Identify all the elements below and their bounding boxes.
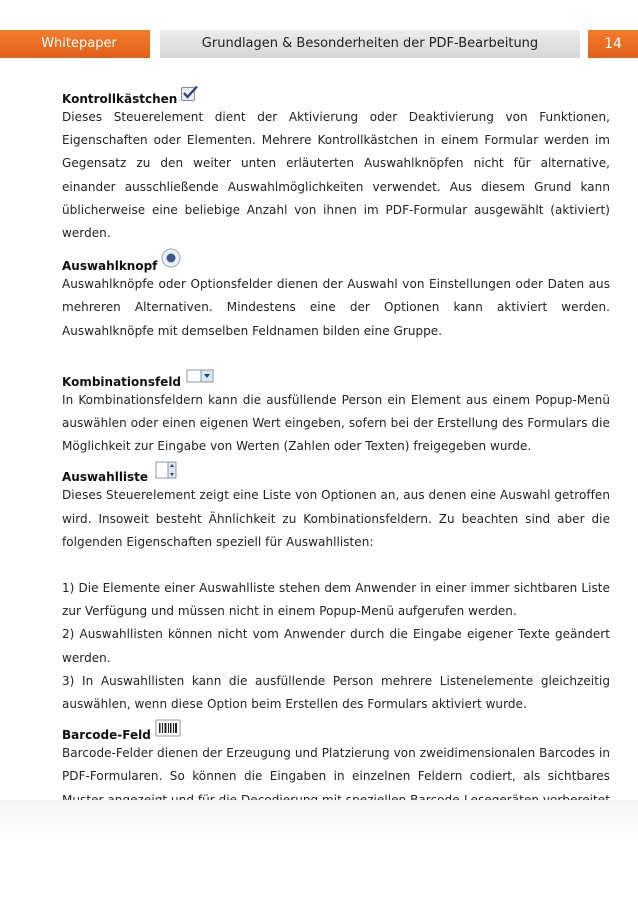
section-heading-barcode bbox=[62, 716, 610, 742]
barcode-icon bbox=[155, 719, 181, 740]
listbox-item: 1) Die Elemente einer Auswahlliste stehen dem Anwender in einer immer sichtbaren Liste zur Verfügung und müssen nicht in einem Popup-Menü aufgerufen werden. bbox=[62, 581, 610, 619]
radio-description: Auswahlknöpfe oder Optionsfelder dienen der Auswahl von Einstellungen oder Daten aus mehreren Alternativen. Mindestens eine der Optionen kann aktiviert werden. Auswahlknöpfe mit demselben Feldnamen bilden eine Gruppe. bbox=[62, 277, 610, 338]
combo-box-icon bbox=[185, 368, 215, 387]
page-content bbox=[62, 80, 610, 835]
checkbox-title: Kontrollkästchen bbox=[62, 92, 178, 106]
barcode-description: Barcode-Felder dienen der Erzeugung und Platzierung von zweidimensionalen Barcodes in PDF-Formularen. So können die Eingaben in einzelnen Feldern codiert, als sichtbares bbox=[62, 746, 610, 784]
header-label: Whitepaper bbox=[0, 30, 150, 58]
section-heading-listbox bbox=[62, 458, 610, 484]
radio-title: Auswahlknopf bbox=[62, 259, 158, 274]
header-title: Grundlagen & Besonderheiten der PDF-Bearbeitung bbox=[160, 30, 580, 58]
combo-title: Kombinationsfeld bbox=[62, 374, 182, 389]
checkbox-icon bbox=[181, 85, 199, 104]
section-heading-radio bbox=[62, 247, 610, 273]
listbox-item: 2) Auswahllisten können nicht vom Anwender durch die Eingabe eigener Texte geändert werden. bbox=[62, 627, 610, 665]
listbox-description: Dieses Steuerelement zeigt eine Liste von Optionen an, aus denen eine Auswahl getroffen wird. Insoweit besteht Ähnlichkeit zu Kombinationsfeldern. Zu beachten sind aber die folgenden Eigenschaften speziell für Auswahllisten: bbox=[62, 488, 610, 549]
barcode-title: Barcode-Feld bbox=[62, 728, 151, 743]
list-box-icon bbox=[152, 461, 178, 482]
page-number: 14 bbox=[588, 30, 638, 58]
listbox-title: Auswahlliste bbox=[62, 470, 149, 485]
listbox-item: 3) In Auswahllisten kann die ausfüllende Person mehrere Listenelemente gleichzeitig auswählen, wenn diese Option beim Erstellen des Formulars aktiviert wurde. bbox=[62, 673, 610, 712]
section-heading-checkbox bbox=[62, 80, 610, 106]
page-footer-area bbox=[0, 800, 638, 903]
radio-button-icon bbox=[161, 248, 181, 271]
checkbox-description: Dieses Steuerelement dient der Aktivierung oder Deaktivierung von Funktionen, Eigenschaften oder Elementen. Mehrere Kontrollkästchen in einem Formular werden im Gegensatz zu den weiter unten erläuterten Auswahlknöpfen nicht für alternative, einander ausschließende Auswahlmöglichkeiten verwendet. Aus diesem Grund kann üblicherweise eine beliebige Anzahl von ihnen im PDF-Formular ausgewählt (aktiviert) werden. bbox=[62, 110, 610, 241]
combo-description: In Kombinationsfeldern kann die ausfüllende Person ein Element aus einem Popup-Menü auswählen oder einen eigenen Wert eingeben, sofern bei der Erstellung des Formulars die Möglichkeit zur Eingabe von Werten (Zahlen oder Texten) freigegeben wurde. bbox=[62, 392, 610, 454]
page-header bbox=[0, 30, 638, 58]
section-heading-combo bbox=[62, 363, 610, 389]
